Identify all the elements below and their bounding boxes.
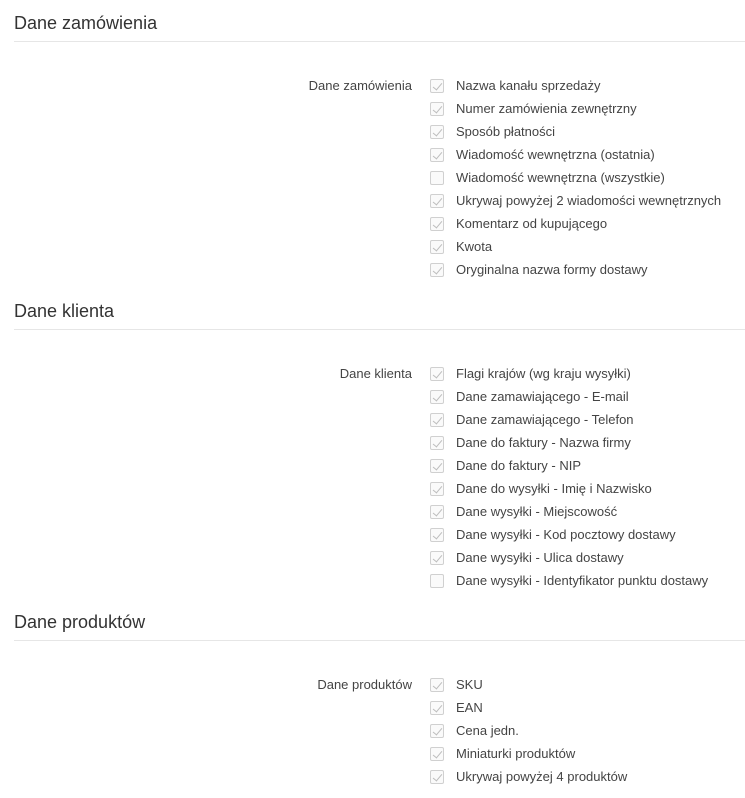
option-label: Miniaturki produktów: [456, 746, 576, 761]
checkbox-checked[interactable]: [430, 678, 444, 692]
option-label: Dane zamawiającego - Telefon: [456, 412, 634, 427]
checkbox-checked[interactable]: [430, 102, 444, 116]
group-label-products: Dane produktów: [317, 677, 412, 692]
option-row[interactable]: [430, 76, 601, 96]
option-row[interactable]: [430, 260, 647, 280]
checkbox-checked[interactable]: [430, 367, 444, 381]
checkbox-checked[interactable]: [430, 79, 444, 93]
option-row[interactable]: [430, 145, 655, 165]
checkbox-checked[interactable]: [430, 505, 444, 519]
option-label: Nazwa kanału sprzedaży: [456, 78, 601, 93]
checkbox-checked[interactable]: [430, 148, 444, 162]
checkbox-checked[interactable]: [430, 482, 444, 496]
section-divider: [14, 640, 745, 641]
option-label: Oryginalna nazwa formy dostawy: [456, 262, 648, 277]
option-row[interactable]: [430, 410, 634, 430]
option-row[interactable]: [430, 99, 637, 119]
option-row[interactable]: [430, 237, 492, 257]
option-label: Cena jedn.: [456, 723, 519, 738]
option-row[interactable]: [430, 525, 676, 545]
option-row[interactable]: [430, 214, 607, 234]
checkbox-checked[interactable]: [430, 747, 444, 761]
section-title-order: Dane zamówienia: [14, 13, 158, 33]
option-row[interactable]: [430, 721, 519, 741]
checkbox-checked[interactable]: [430, 528, 444, 542]
checkbox-checked[interactable]: [430, 125, 444, 139]
option-row[interactable]: [430, 122, 555, 142]
option-label: Ukrywaj powyżej 2 wiadomości wewnętrznych: [456, 193, 722, 208]
option-row[interactable]: [430, 456, 581, 476]
option-label: EAN: [456, 700, 483, 715]
checkbox-checked[interactable]: [430, 701, 444, 715]
option-row[interactable]: [430, 767, 627, 787]
option-row[interactable]: [430, 168, 665, 188]
option-label: Dane wysyłki - Ulica dostawy: [456, 550, 624, 565]
option-label: Sposób płatności: [456, 124, 556, 139]
option-label: Flagi krajów (wg kraju wysyłki): [456, 366, 631, 381]
section-title-client: Dane klienta: [14, 301, 115, 321]
section-divider: [14, 41, 745, 42]
option-label: Dane do faktury - NIP: [456, 458, 581, 473]
option-label: Dane wysyłki - Kod pocztowy dostawy: [456, 527, 676, 542]
checkbox-unchecked[interactable]: [430, 171, 444, 185]
option-label: Dane do wysyłki - Imię i Nazwisko: [456, 481, 652, 496]
option-row[interactable]: [430, 502, 617, 522]
option-row[interactable]: [430, 387, 629, 407]
checkbox-checked[interactable]: [430, 390, 444, 404]
option-label: Numer zamówienia zewnętrzny: [456, 101, 637, 116]
option-label: Dane wysyłki - Miejscowość: [456, 504, 618, 519]
option-label: Kwota: [456, 239, 493, 254]
option-row[interactable]: [430, 698, 483, 718]
checkbox-checked[interactable]: [430, 436, 444, 450]
option-label: Wiadomość wewnętrzna (wszystkie): [456, 170, 665, 185]
option-row[interactable]: [430, 675, 483, 695]
option-row[interactable]: [430, 433, 631, 453]
checkbox-checked[interactable]: [430, 413, 444, 427]
checkbox-unchecked[interactable]: [430, 574, 444, 588]
checkbox-checked[interactable]: [430, 240, 444, 254]
checkbox-checked[interactable]: [430, 217, 444, 231]
checkbox-checked[interactable]: [430, 459, 444, 473]
option-label: SKU: [456, 677, 483, 692]
checkbox-checked[interactable]: [430, 263, 444, 277]
option-label: Ukrywaj powyżej 4 produktów: [456, 769, 628, 784]
option-row[interactable]: [430, 191, 721, 211]
option-row[interactable]: [430, 364, 631, 384]
option-label: Wiadomość wewnętrzna (ostatnia): [456, 147, 655, 162]
option-row[interactable]: [430, 548, 624, 568]
section-title-products: Dane produktów: [14, 612, 146, 632]
option-row[interactable]: [430, 571, 708, 591]
option-row[interactable]: [430, 479, 652, 499]
section-divider: [14, 329, 745, 330]
checkbox-checked[interactable]: [430, 770, 444, 784]
option-label: Dane do faktury - Nazwa firmy: [456, 435, 631, 450]
checkbox-checked[interactable]: [430, 724, 444, 738]
option-label: Dane wysyłki - Identyfikator punktu dostawy: [456, 573, 709, 588]
option-label: Komentarz od kupującego: [456, 216, 608, 231]
group-label-order: Dane zamówienia: [308, 78, 412, 93]
checkbox-checked[interactable]: [430, 194, 444, 208]
option-row[interactable]: [430, 744, 575, 764]
option-label: Dane zamawiającego - E-mail: [456, 389, 629, 404]
group-label-client: Dane klienta: [339, 366, 412, 381]
checkbox-checked[interactable]: [430, 551, 444, 565]
